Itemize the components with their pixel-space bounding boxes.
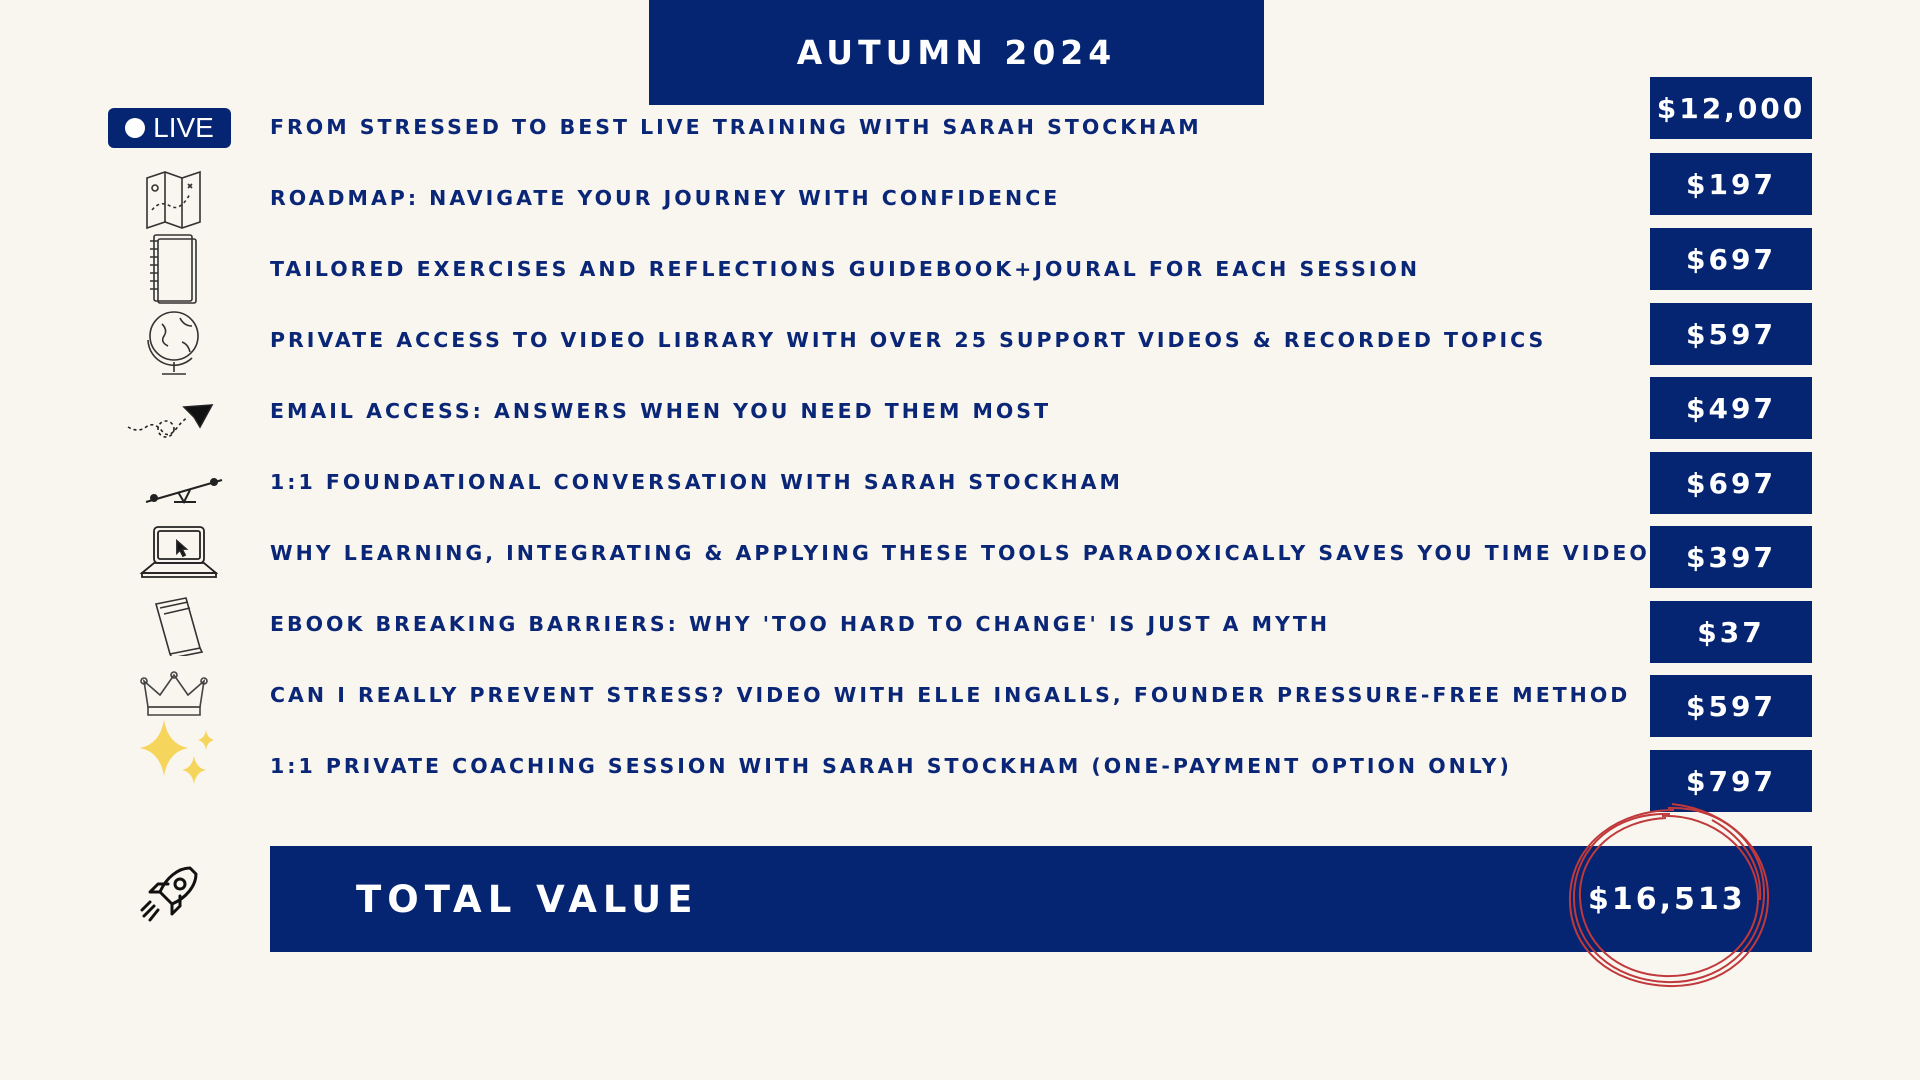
offer-item-label: PRIVATE ACCESS TO VIDEO LIBRARY WITH OVER 25 SUPPORT VIDEOS & RECORDED TOPICS: [270, 328, 1547, 352]
live-label: LIVE: [153, 112, 214, 143]
price-badge: $12,000: [1650, 77, 1812, 139]
crown-icon: [130, 667, 218, 727]
total-amount: $16,513: [1588, 881, 1746, 917]
offer-item-label: FROM STRESSED TO BEST LIVE TRAINING WITH SARAH STOCKHAM: [270, 115, 1202, 139]
notebook-icon: [130, 241, 218, 301]
price-badge: $197: [1650, 153, 1812, 215]
offer-item-label: WHY LEARNING, INTEGRATING & APPLYING THESE TOOLS PARADOXICALLY SAVES YOU TIME VIDEO: [270, 541, 1650, 565]
price-badge: $597: [1650, 303, 1812, 365]
offer-item-label: ROADMAP: NAVIGATE YOUR JOURNEY WITH CONFIDENCE: [270, 186, 1061, 210]
map-icon: [130, 170, 218, 230]
offer-item: [0, 590, 1920, 661]
rocket-icon: [138, 862, 202, 926]
offer-item-label: 1:1 PRIVATE COACHING SESSION WITH SARAH STOCKHAM (ONE-PAYMENT OPTION ONLY): [270, 754, 1512, 778]
circle-scribble: [1562, 800, 1774, 992]
offer-item-label: EMAIL ACCESS: ANSWERS WHEN YOU NEED THEM MOST: [270, 399, 1052, 423]
paper-plane-icon: [126, 383, 214, 443]
offer-item: [0, 661, 1920, 732]
sparkles-icon: [130, 720, 218, 800]
price-badge: $697: [1650, 452, 1812, 514]
price-badge: $597: [1650, 675, 1812, 737]
price-badge: $497: [1650, 377, 1812, 439]
price-badge: $697: [1650, 228, 1812, 290]
price-badge: $397: [1650, 526, 1812, 588]
seesaw-icon: [140, 454, 228, 514]
offer-item: [0, 93, 1920, 164]
offer-item-label: TAILORED EXERCISES AND REFLECTIONS GUIDEBOOK+JOURAL FOR EACH SESSION: [270, 257, 1421, 281]
offer-item-label: 1:1 FOUNDATIONAL CONVERSATION WITH SARAH STOCKHAM: [270, 470, 1123, 494]
offer-item: [0, 448, 1920, 519]
offer-item: [0, 377, 1920, 448]
page-title: AUTUMN 2024: [649, 0, 1264, 105]
offer-item: [0, 732, 1920, 803]
price-badge: $797: [1650, 750, 1812, 812]
price-badge: $37: [1650, 601, 1812, 663]
offer-item: [0, 519, 1920, 590]
offer-item-label: CAN I REALLY PREVENT STRESS? VIDEO WITH ELLE INGALLS, FOUNDER PRESSURE-FREE METHOD: [270, 683, 1631, 707]
offer-item: [0, 235, 1920, 306]
offer-item: [0, 164, 1920, 235]
book-icon: [130, 596, 218, 656]
globe-icon: [130, 312, 218, 372]
offer-item: [0, 306, 1920, 377]
laptop-icon: [130, 525, 218, 585]
total-label: TOTAL VALUE: [356, 877, 699, 921]
offer-item-label: EBOOK BREAKING BARRIERS: WHY 'TOO HARD TO CHANGE' IS JUST A MYTH: [270, 612, 1331, 636]
